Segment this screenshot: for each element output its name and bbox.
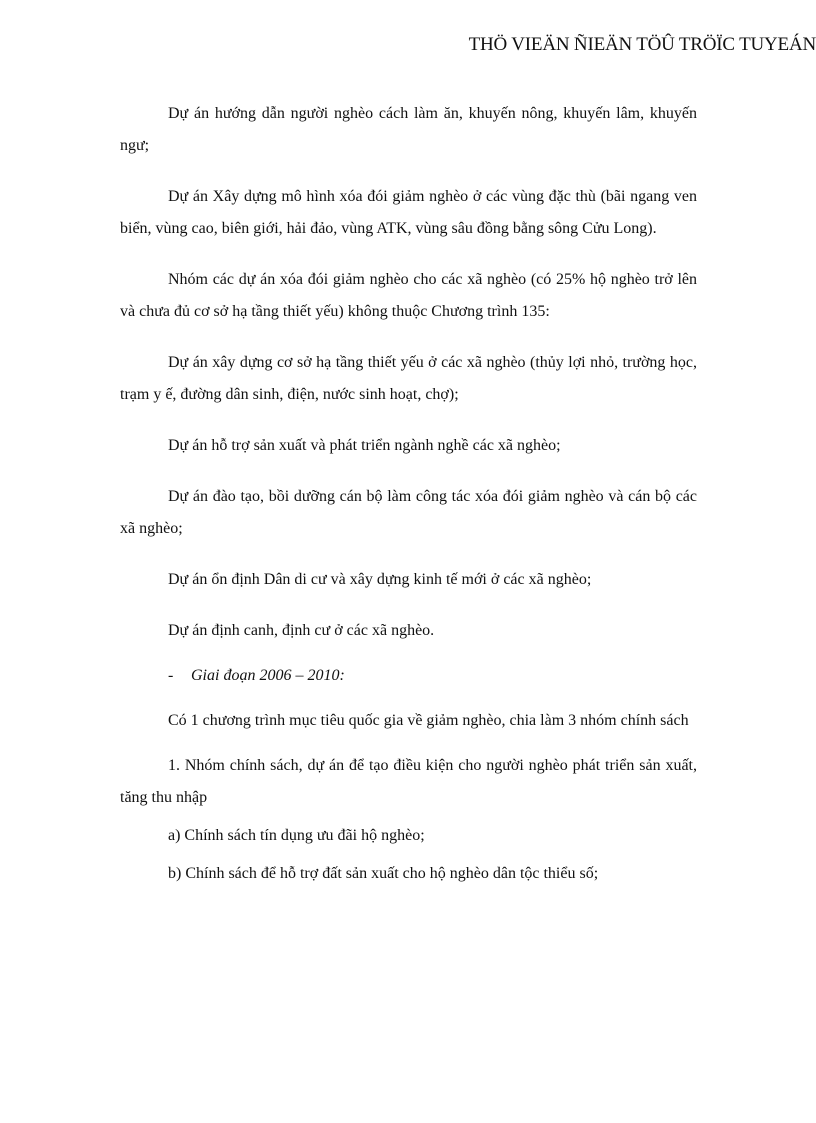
paragraph-poor-commune-projects: Nhóm các dự án xóa đói giảm nghèo cho các xã nghèo (có 25% hộ nghèo trở lên và chưa đủ cơ sở hạ tầng thiết yếu) không thuộc Chương trình 135: bbox=[120, 271, 697, 320]
library-header: THÖ VIEÄN ÑIEÄN TÖÛ TRÖÏC TUYEÁN bbox=[468, 34, 816, 55]
paragraph-land-policy: b) Chính sách để hỗ trợ đất sản xuất cho hộ nghèo dân tộc thiểu số; bbox=[168, 865, 599, 882]
paragraph-extension-project: Dự án hướng dẫn người nghèo cách làm ăn, khuyến nông, khuyến lâm, khuyến ngư; bbox=[120, 105, 697, 154]
paragraph-policy-group-1: 1. Nhóm chính sách, dự án để tạo điều kiện cho người nghèo phát triển sản xuất, tăng thu nhập bbox=[120, 757, 697, 806]
paragraph-national-program: Có 1 chương trình mục tiêu quốc gia về giảm nghèo, chia làm 3 nhóm chính sách bbox=[168, 712, 689, 729]
paragraph-staff-training: Dự án đào tạo, bồi dưỡng cán bộ làm công tác xóa đói giảm nghèo và cán bộ các xã nghèo; bbox=[120, 488, 697, 537]
paragraph-sedentarization: Dự án định canh, định cư ở các xã nghèo. bbox=[168, 622, 435, 639]
document-body bbox=[120, 98, 697, 890]
paragraph-special-area-model: Dự án Xây dựng mô hình xóa đói giảm nghèo ở các vùng đặc thù (bãi ngang ven biển, vùng cao, biên giới, hải đảo, vùng ATK, vùng sâu đồng bằng sông Cửu Long). bbox=[120, 188, 697, 237]
list-dash: - bbox=[168, 667, 174, 684]
paragraph-credit-policy: a) Chính sách tín dụng ưu đãi hộ nghèo; bbox=[168, 827, 425, 844]
paragraph-infrastructure-project: Dự án xây dựng cơ sở hạ tầng thiết yếu ở các xã nghèo (thủy lợi nhỏ, trường học, trạm y ế, đường dân sinh, điện, nước sinh hoạt, chợ); bbox=[120, 354, 697, 403]
phase-heading bbox=[120, 660, 697, 692]
paragraph-production-support: Dự án hỗ trợ sản xuất và phát triển ngành nghề các xã nghèo; bbox=[168, 437, 561, 454]
paragraph-migrant-stabilization: Dự án ổn định Dân di cư và xây dựng kinh tế mới ở các xã nghèo; bbox=[168, 571, 592, 588]
phase-label: Giai đoạn 2006 – 2010: bbox=[191, 667, 345, 684]
